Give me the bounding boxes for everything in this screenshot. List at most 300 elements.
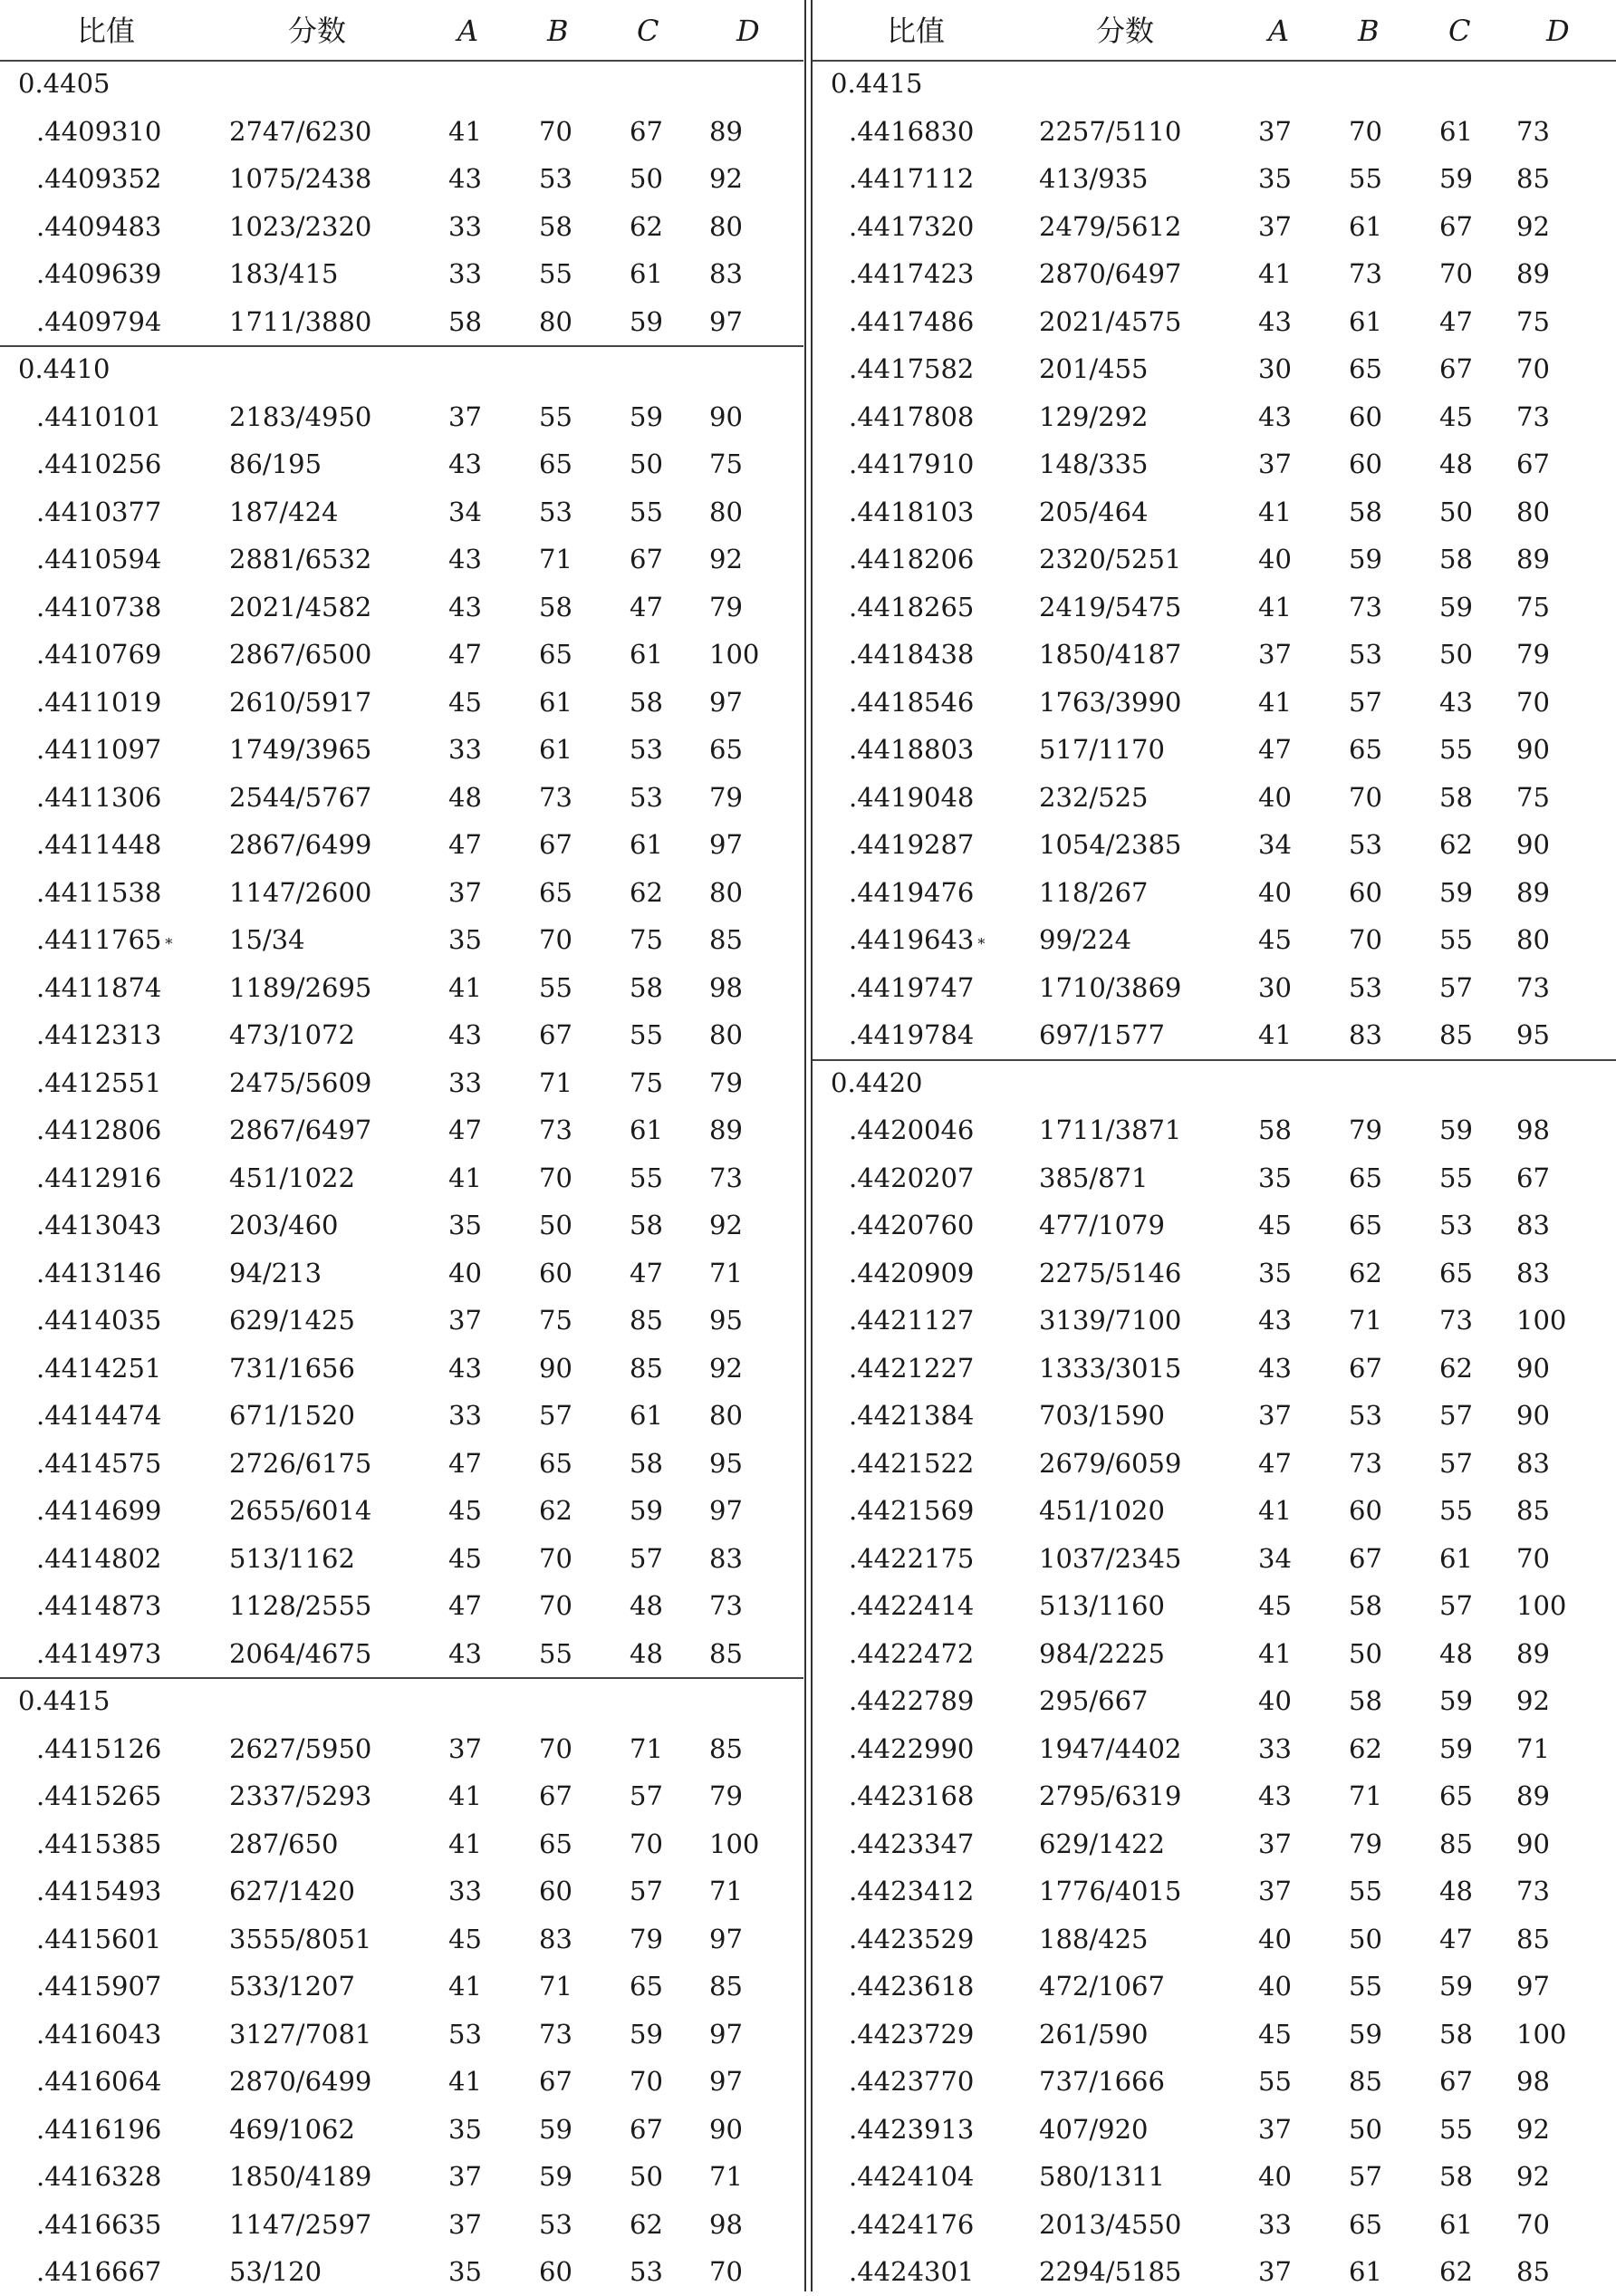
- c-cell: 59: [1439, 1732, 1473, 1764]
- b-cell: 61: [539, 686, 572, 718]
- fraction-cell: 469/1062: [229, 2113, 355, 2145]
- b-cell: 70: [539, 1590, 572, 1621]
- d-cell: 97: [709, 1495, 743, 1526]
- table-row: [0, 1772, 803, 1820]
- fraction-cell: 3555/8051: [229, 1923, 372, 1954]
- ratio-cell: .4418546: [849, 686, 975, 718]
- a-cell: 43: [1258, 1352, 1292, 1384]
- a-cell: 43: [1258, 1780, 1292, 1811]
- ratio-cell: .4409483: [36, 210, 162, 242]
- table-row: [813, 679, 1616, 727]
- a-cell: 41: [448, 2066, 482, 2097]
- b-cell: 67: [539, 829, 572, 860]
- d-cell: 73: [1516, 971, 1550, 1003]
- fraction-cell: 261/590: [1039, 2018, 1149, 2050]
- c-cell: 85: [630, 1352, 663, 1384]
- d-cell: 83: [1516, 1257, 1550, 1288]
- fraction-cell: 15/34: [229, 924, 305, 955]
- d-cell: 100: [709, 639, 760, 670]
- d-cell: 73: [1516, 1876, 1550, 1906]
- a-cell: 37: [1258, 210, 1292, 242]
- table-row: [813, 1249, 1616, 1298]
- table-row: [813, 1630, 1616, 1678]
- b-cell: 50: [1349, 1923, 1382, 1954]
- fraction-cell: 1037/2345: [1039, 1542, 1182, 1574]
- a-cell: 45: [1258, 2018, 1292, 2050]
- ratio-cell: .4414575: [36, 1447, 162, 1479]
- b-cell: 53: [1349, 1400, 1382, 1431]
- a-cell: 33: [448, 258, 482, 289]
- ratio-cell: .4411097: [36, 734, 162, 765]
- fraction-cell: 183/415: [229, 258, 339, 289]
- c-cell: 59: [1439, 1971, 1473, 2002]
- table-row: [0, 2011, 803, 2059]
- a-cell: 43: [1258, 400, 1292, 432]
- a-cell: 41: [448, 1780, 482, 1811]
- ratio-cell: .4420909: [849, 1257, 975, 1288]
- a-cell: 37: [1258, 2113, 1292, 2145]
- b-cell: 58: [1349, 496, 1382, 527]
- b-cell: 60: [1349, 400, 1382, 432]
- a-cell: 43: [448, 1637, 482, 1669]
- ratio-cell: .4415265: [36, 1780, 162, 1811]
- fraction-cell: 99/224: [1039, 924, 1132, 955]
- fraction-cell: 3139/7100: [1039, 1305, 1182, 1336]
- fraction-cell: 2726/6175: [229, 1447, 372, 1479]
- b-cell: 53: [539, 496, 572, 527]
- b-cell: 83: [539, 1923, 572, 1954]
- a-cell: 33: [448, 210, 482, 242]
- c-cell: 55: [1439, 1162, 1473, 1193]
- b-cell: 59: [1349, 544, 1382, 574]
- d-cell: 100: [1516, 1590, 1567, 1621]
- fraction-cell: 2064/4675: [229, 1637, 372, 1669]
- d-cell: 85: [709, 1971, 743, 2002]
- ratio-cell: .4417320: [849, 210, 975, 242]
- fraction-cell: 517/1170: [1039, 734, 1165, 765]
- ratio-cell: .4422472: [849, 1637, 975, 1669]
- a-cell: 40: [1258, 781, 1292, 813]
- b-cell: 65: [1349, 353, 1382, 384]
- d-cell: 85: [709, 1732, 743, 1764]
- ratio-cell: .4415907: [36, 1971, 162, 2002]
- b-cell: 71: [539, 1971, 572, 2002]
- table-row: [0, 1106, 803, 1154]
- c-cell: 59: [630, 1495, 663, 1526]
- c-cell: 58: [630, 1447, 663, 1479]
- ratio-cell: .4413043: [36, 1210, 162, 1240]
- a-cell: 40: [1258, 1685, 1292, 1716]
- ratio-cell: .4409794: [36, 305, 162, 337]
- c-cell: 62: [1439, 2256, 1473, 2287]
- d-cell: 90: [1516, 829, 1550, 860]
- ratio-cell: .4424176: [849, 2208, 975, 2240]
- a-cell: 47: [448, 1590, 482, 1621]
- b-cell: 62: [1349, 1257, 1382, 1288]
- ratio-cell: .4415385: [36, 1828, 162, 1859]
- footnote-mark: *: [165, 935, 173, 952]
- fraction-cell: 187/424: [229, 496, 339, 527]
- fraction-cell: 629/1422: [1039, 1828, 1165, 1859]
- b-cell: 55: [539, 1637, 572, 1669]
- c-cell: 53: [630, 734, 663, 765]
- table-row: [813, 535, 1616, 584]
- ratio-cell: .4424104: [849, 2161, 975, 2192]
- a-cell: 53: [448, 2018, 482, 2050]
- footnote-mark: *: [977, 935, 986, 952]
- b-cell: 53: [539, 2208, 572, 2240]
- d-cell: 75: [1516, 305, 1550, 337]
- fraction-cell: 451/1022: [229, 1162, 355, 1193]
- a-cell: 43: [1258, 1305, 1292, 1336]
- ratio-cell: .4423412: [849, 1876, 975, 1906]
- a-cell: 33: [448, 1876, 482, 1906]
- c-cell: 85: [630, 1305, 663, 1336]
- c-cell: 55: [630, 1019, 663, 1050]
- d-cell: 70: [1516, 2208, 1550, 2240]
- d-cell: 83: [709, 1542, 743, 1574]
- ratio-cell: .4414035: [36, 1305, 162, 1336]
- table-row: [813, 869, 1616, 917]
- c-cell: 57: [630, 1542, 663, 1574]
- a-cell: 45: [448, 686, 482, 718]
- table-header-row: [0, 7, 803, 55]
- table-row: [813, 916, 1616, 964]
- b-cell: 67: [539, 2066, 572, 2097]
- b-cell: 57: [539, 1400, 572, 1431]
- fraction-cell: 2881/6532: [229, 544, 372, 574]
- d-cell: 85: [1516, 163, 1550, 194]
- d-cell: 70: [1516, 686, 1550, 718]
- horizontal-rule: [0, 1677, 803, 1679]
- table-row: [813, 2058, 1616, 2106]
- b-cell: 60: [1349, 876, 1382, 908]
- a-cell: 43: [448, 163, 482, 194]
- c-cell: 73: [1439, 1305, 1473, 1336]
- c-cell: 59: [630, 2018, 663, 2050]
- fraction-cell: 671/1520: [229, 1400, 355, 1431]
- d-cell: 65: [709, 734, 743, 765]
- d-cell: 97: [709, 1923, 743, 1954]
- d-cell: 98: [1516, 2066, 1550, 2097]
- a-cell: 37: [448, 1305, 482, 1336]
- table-row: [0, 964, 803, 1012]
- d-cell: 83: [1516, 1210, 1550, 1240]
- table-row: [0, 2201, 803, 2249]
- horizontal-rule: [0, 60, 803, 62]
- b-cell: 67: [1349, 1542, 1382, 1574]
- a-cell: 37: [1258, 639, 1292, 670]
- a-cell: 41: [448, 1971, 482, 2002]
- b-cell: 55: [1349, 1876, 1382, 1906]
- fraction-cell: 129/292: [1039, 400, 1149, 432]
- fraction-cell: 2867/6497: [229, 1114, 372, 1145]
- d-cell: 90: [1516, 1352, 1550, 1384]
- d-cell: 80: [709, 210, 743, 242]
- a-cell: 41: [1258, 1019, 1292, 1050]
- c-cell: 61: [1439, 2208, 1473, 2240]
- fraction-cell: 413/935: [1039, 163, 1149, 194]
- section-header-row: [813, 60, 1616, 108]
- a-cell: 55: [1258, 2066, 1292, 2097]
- a-cell: 45: [1258, 1590, 1292, 1621]
- c-cell: 71: [630, 1732, 663, 1764]
- c-cell: 59: [1439, 163, 1473, 194]
- a-cell: 47: [1258, 734, 1292, 765]
- fraction-cell: 2419/5475: [1039, 591, 1182, 622]
- b-cell: 70: [539, 1732, 572, 1764]
- table-row: [813, 1106, 1616, 1154]
- fraction-cell: 513/1160: [1039, 1590, 1165, 1621]
- fraction-cell: 2021/4582: [229, 591, 372, 622]
- a-cell: 41: [1258, 591, 1292, 622]
- d-cell: 80: [709, 496, 743, 527]
- d-cell: 95: [709, 1305, 743, 1336]
- d-cell: 67: [1516, 449, 1550, 479]
- a-cell: 35: [448, 1210, 482, 1240]
- a-cell: 35: [1258, 163, 1292, 194]
- a-cell: 37: [1258, 1876, 1292, 1906]
- b-cell: 62: [539, 1495, 572, 1526]
- c-cell: 48: [1439, 1876, 1473, 1906]
- table-row: [813, 1487, 1616, 1535]
- table-row: [813, 2201, 1616, 2249]
- c-cell: 47: [1439, 305, 1473, 337]
- a-cell: 41: [448, 1828, 482, 1859]
- b-cell: 58: [539, 591, 572, 622]
- a-cell: 40: [1258, 2161, 1292, 2192]
- d-cell: 80: [709, 876, 743, 908]
- table-row: [813, 631, 1616, 679]
- b-cell: 50: [1349, 2113, 1382, 2145]
- ratio-cell: .4409352: [36, 163, 162, 194]
- ratio-cell: .4416196: [36, 2113, 162, 2145]
- d-cell: 70: [709, 2256, 743, 2287]
- d-cell: 90: [1516, 1400, 1550, 1431]
- b-cell: 65: [1349, 1162, 1382, 1193]
- table-row: [0, 1725, 803, 1773]
- a-cell: 30: [1258, 353, 1292, 384]
- fraction-cell: 2679/6059: [1039, 1447, 1182, 1479]
- table-row: [0, 1820, 803, 1868]
- c-cell: 67: [1439, 353, 1473, 384]
- b-cell: 73: [1349, 258, 1382, 289]
- a-cell: 33: [448, 734, 482, 765]
- ratio-cell: .4410256: [36, 449, 162, 479]
- ratio-cell: .4414474: [36, 1400, 162, 1431]
- d-cell: 71: [1516, 1732, 1550, 1764]
- d-cell: 92: [1516, 2161, 1550, 2192]
- fraction-cell: 2610/5917: [229, 686, 372, 718]
- header-d: D: [1546, 14, 1570, 48]
- ratio-cell: .4419287: [849, 829, 975, 860]
- fraction-cell: 984/2225: [1039, 1637, 1165, 1669]
- c-cell: 61: [630, 258, 663, 289]
- table-row: [0, 1963, 803, 2011]
- c-cell: 58: [630, 1210, 663, 1240]
- d-cell: 92: [709, 1352, 743, 1384]
- c-cell: 70: [1439, 258, 1473, 289]
- table-header-row: [813, 7, 1616, 55]
- c-cell: 58: [630, 971, 663, 1003]
- table-row: [813, 1820, 1616, 1868]
- c-cell: 61: [630, 1114, 663, 1145]
- ratio-cell: .4422990: [849, 1732, 975, 1764]
- b-cell: 70: [539, 1162, 572, 1193]
- fraction-cell: 1023/2320: [229, 210, 372, 242]
- d-cell: 90: [709, 2113, 743, 2145]
- a-cell: 58: [448, 305, 482, 337]
- ratio-cell: .4419643 *: [849, 924, 986, 955]
- fraction-cell: 385/871: [1039, 1162, 1149, 1193]
- fraction-cell: 94/213: [229, 1257, 322, 1288]
- b-cell: 65: [539, 1828, 572, 1859]
- c-cell: 47: [1439, 1923, 1473, 1954]
- d-cell: 90: [1516, 734, 1550, 765]
- fraction-cell: 407/920: [1039, 2113, 1149, 2145]
- ratio-cell: .4414251: [36, 1352, 162, 1384]
- ratio-cell: .4412313: [36, 1019, 162, 1050]
- table-row: [813, 393, 1616, 441]
- d-cell: 89: [1516, 1637, 1550, 1669]
- c-cell: 50: [630, 449, 663, 479]
- c-cell: 48: [630, 1637, 663, 1669]
- fraction-cell: 2747/6230: [229, 115, 372, 147]
- ratio-cell: .4416635: [36, 2208, 162, 2240]
- a-cell: 37: [1258, 1400, 1292, 1431]
- a-cell: 45: [1258, 924, 1292, 955]
- c-cell: 62: [630, 2208, 663, 2240]
- fraction-cell: 2257/5110: [1039, 115, 1182, 147]
- d-cell: 75: [709, 449, 743, 479]
- ratio-cell: .4416830: [849, 115, 975, 147]
- table-row: [813, 1725, 1616, 1773]
- fraction-cell: 731/1656: [229, 1352, 355, 1384]
- ratio-cell: .4410769: [36, 639, 162, 670]
- b-cell: 53: [1349, 971, 1382, 1003]
- b-cell: 60: [539, 1876, 572, 1906]
- ratio-cell: .4424301: [849, 2256, 975, 2287]
- ratio-cell: .4421227: [849, 1352, 975, 1384]
- section-header-row: [0, 60, 803, 108]
- table-row: [0, 1345, 803, 1393]
- b-cell: 59: [539, 2161, 572, 2192]
- header-ratio: 比值: [887, 14, 946, 48]
- ratio-cell: .4423618: [849, 1971, 975, 2002]
- d-cell: 85: [1516, 2256, 1550, 2287]
- d-cell: 95: [709, 1447, 743, 1479]
- fraction-cell: 148/335: [1039, 449, 1149, 479]
- a-cell: 41: [448, 971, 482, 1003]
- ratio-cell: .4409639: [36, 258, 162, 289]
- fraction-cell: 2795/6319: [1039, 1780, 1182, 1811]
- table-row: [813, 1345, 1616, 1393]
- table-row: [0, 2106, 803, 2154]
- ratio-cell: .4411538: [36, 876, 162, 908]
- d-cell: 95: [1516, 1019, 1550, 1050]
- d-cell: 92: [1516, 2113, 1550, 2145]
- fraction-cell: 473/1072: [229, 1019, 355, 1050]
- table-row: [813, 488, 1616, 536]
- fraction-cell: 2320/5251: [1039, 544, 1182, 574]
- section-header-row: [0, 345, 803, 393]
- d-cell: 85: [709, 1637, 743, 1669]
- fraction-cell: 2475/5609: [229, 1066, 372, 1098]
- table-row: [0, 298, 803, 346]
- a-cell: 35: [448, 924, 482, 955]
- ratio-cell: .4422789: [849, 1685, 975, 1716]
- fraction-cell: 1054/2385: [1039, 829, 1182, 860]
- table-row: [0, 869, 803, 917]
- fraction-cell: 3127/7081: [229, 2018, 372, 2050]
- fraction-cell: 2294/5185: [1039, 2256, 1182, 2287]
- c-cell: 65: [630, 1971, 663, 2002]
- a-cell: 47: [448, 829, 482, 860]
- ratio-cell: .4414873: [36, 1590, 162, 1621]
- b-cell: 73: [1349, 1447, 1382, 1479]
- c-cell: 85: [1439, 1828, 1473, 1859]
- d-cell: 90: [1516, 1828, 1550, 1859]
- c-cell: 57: [1439, 1400, 1473, 1431]
- horizontal-rule: [0, 345, 803, 347]
- table-row: [0, 1392, 803, 1440]
- fraction-cell: 703/1590: [1039, 1400, 1165, 1431]
- fraction-cell: 295/667: [1039, 1685, 1149, 1716]
- a-cell: 37: [448, 2161, 482, 2192]
- ratio-cell: .4416328: [36, 2161, 162, 2192]
- fraction-cell: 2275/5146: [1039, 1257, 1182, 1288]
- ratio-cell: .4423168: [849, 1780, 975, 1811]
- c-cell: 59: [1439, 591, 1473, 622]
- table-row: [0, 679, 803, 727]
- ratio-cell: .4414802: [36, 1542, 162, 1574]
- d-cell: 97: [709, 2066, 743, 2097]
- fraction-cell: 629/1425: [229, 1305, 355, 1336]
- a-cell: 41: [448, 115, 482, 147]
- ratio-cell: .4416667: [36, 2256, 162, 2287]
- d-cell: 71: [709, 2161, 743, 2192]
- b-cell: 65: [539, 449, 572, 479]
- fraction-cell: 1711/3880: [229, 305, 372, 337]
- fraction-cell: 2544/5767: [229, 781, 372, 813]
- d-cell: 89: [709, 115, 743, 147]
- ratio-cell: .4415126: [36, 1732, 162, 1764]
- c-cell: 55: [1439, 2113, 1473, 2145]
- c-cell: 50: [630, 2161, 663, 2192]
- fraction-cell: 451/1020: [1039, 1495, 1165, 1526]
- table-row: [813, 1011, 1616, 1059]
- fraction-cell: 1749/3965: [229, 734, 372, 765]
- d-cell: 92: [709, 163, 743, 194]
- table-row: [813, 250, 1616, 298]
- ratio-cell: .4419784: [849, 1019, 975, 1050]
- a-cell: 48: [448, 781, 482, 813]
- fraction-cell: 513/1162: [229, 1542, 355, 1574]
- a-cell: 40: [1258, 544, 1292, 574]
- ratio-cell: .4421127: [849, 1305, 975, 1336]
- a-cell: 45: [1258, 1210, 1292, 1240]
- ratio-cell: .4420760: [849, 1210, 975, 1240]
- table-row: [813, 298, 1616, 346]
- c-cell: 61: [630, 639, 663, 670]
- a-cell: 41: [1258, 686, 1292, 718]
- fraction-cell: 2337/5293: [229, 1780, 372, 1811]
- c-cell: 70: [630, 1828, 663, 1859]
- d-cell: 79: [709, 1780, 743, 1811]
- a-cell: 43: [448, 591, 482, 622]
- fraction-cell: 287/650: [229, 1828, 339, 1859]
- table-row: [0, 488, 803, 536]
